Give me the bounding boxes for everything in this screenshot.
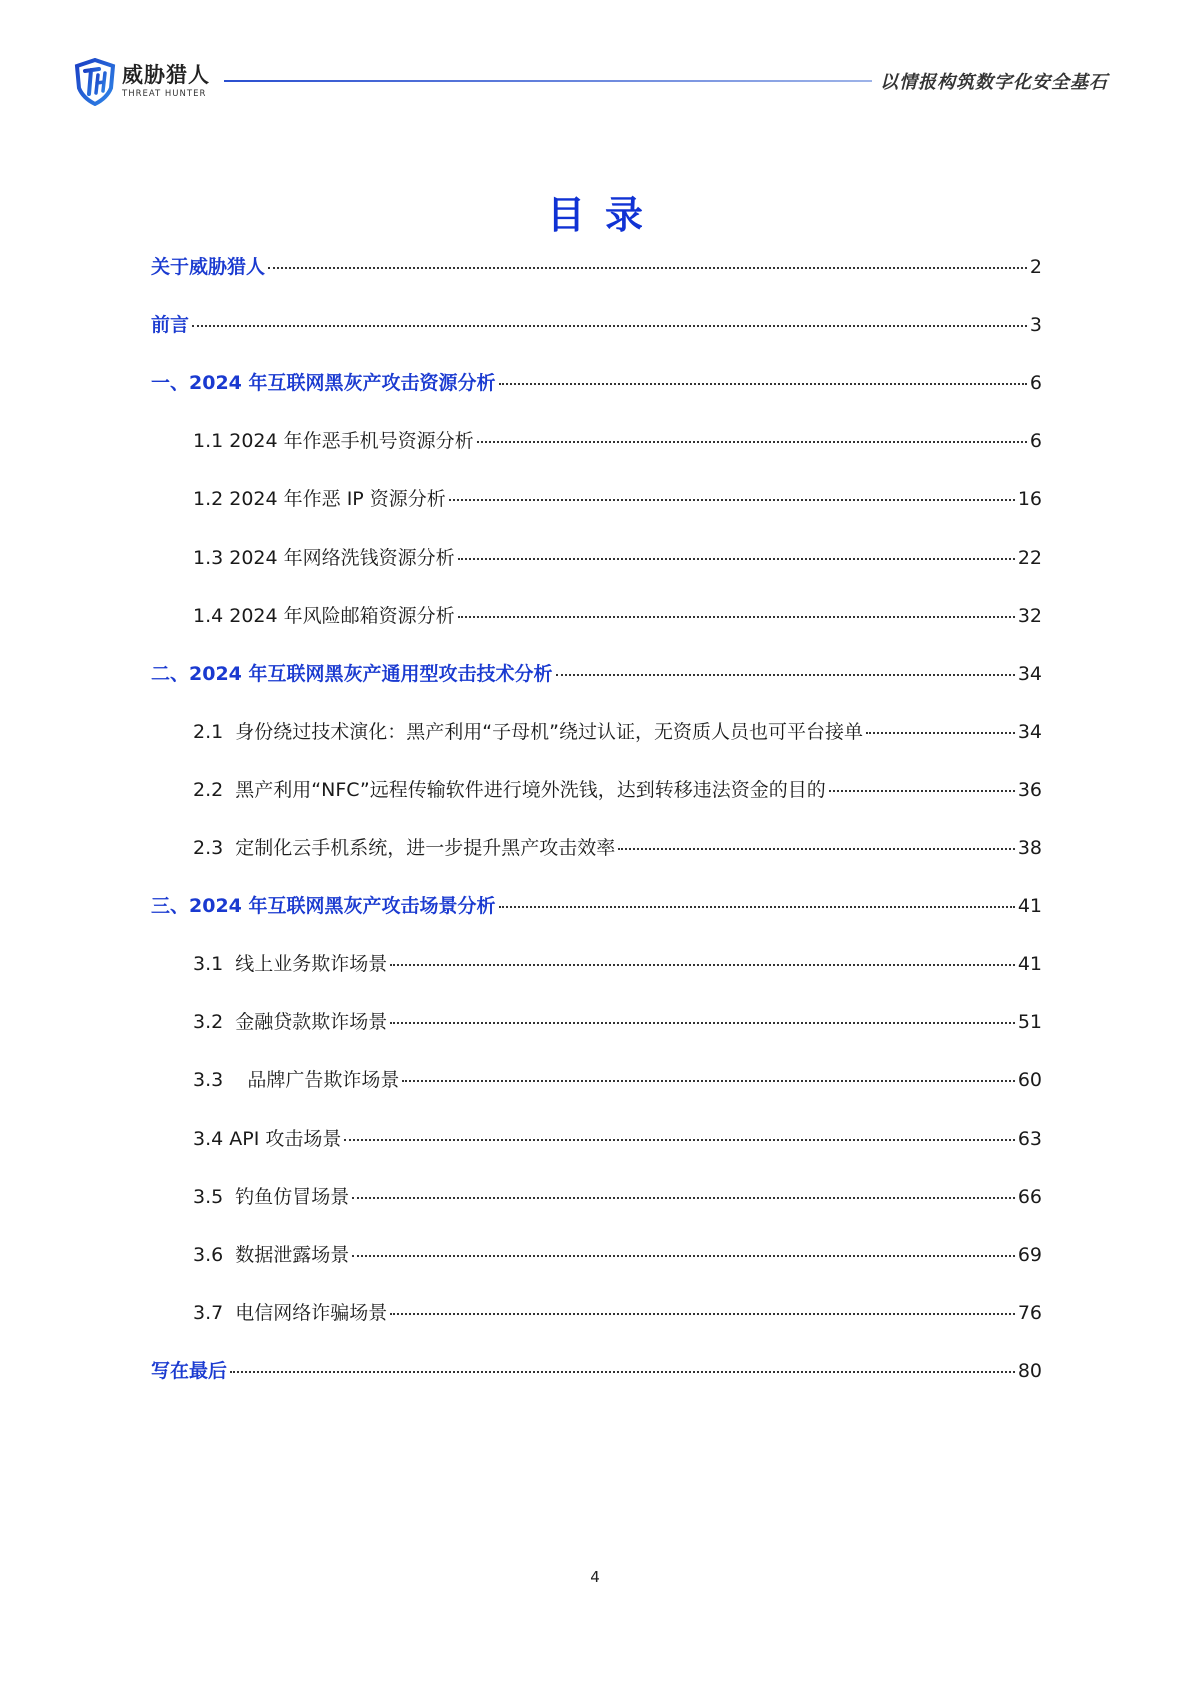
toc-entry[interactable]	[193, 1298, 1042, 1328]
toc-entry-page[interactable]: 22	[1017, 546, 1042, 569]
toc-entry[interactable]	[193, 601, 1042, 631]
toc-entry-page[interactable]: 69	[1017, 1243, 1042, 1266]
toc-entry[interactable]	[151, 368, 1042, 398]
toc-entry-page[interactable]: 41	[1017, 895, 1042, 918]
toc-entry-label[interactable]: 3.3 品牌广告欺诈场景	[193, 1069, 400, 1092]
toc-entry-label[interactable]: 1.4 2024 年风险邮箱资源分析	[193, 604, 455, 627]
toc-entry-page[interactable]: 32	[1017, 604, 1042, 627]
page-header	[0, 0, 1190, 120]
toc-entry-label[interactable]: 一、2024 年互联网黑灰产攻击资源分析	[151, 372, 496, 395]
toc-entry-page[interactable]: 6	[1029, 372, 1042, 395]
header-divider	[224, 80, 872, 82]
toc-entry-page[interactable]: 36	[1017, 778, 1042, 801]
shield-logo-icon	[74, 58, 116, 106]
toc-entry-page[interactable]: 41	[1017, 953, 1042, 976]
toc-entry-page[interactable]: 80	[1017, 1359, 1042, 1382]
toc-dot-leader	[499, 906, 1015, 908]
logo-name-en: THREAT HUNTER	[122, 89, 207, 100]
toc-entry[interactable]	[193, 1182, 1042, 1212]
toc-entry-label[interactable]: 2.2 黑产利用“NFC”远程传输软件进行境外洗钱，达到转移违法资金的目的	[193, 778, 826, 801]
toc-entry-label[interactable]: 三、2024 年互联网黑灰产攻击场景分析	[151, 895, 496, 918]
toc-dot-leader	[458, 616, 1015, 618]
toc-dot-leader	[458, 558, 1015, 560]
toc-dot-leader	[390, 1313, 1015, 1315]
toc-title: 目录	[546, 193, 663, 237]
toc-entry-label[interactable]: 关于威胁猎人	[151, 256, 266, 278]
toc-entry-label[interactable]: 1.2 2024 年作恶 IP 资源分析	[193, 488, 446, 511]
toc-entry-label[interactable]: 1.1 2024 年作恶手机号资源分析	[193, 430, 474, 453]
toc-entry[interactable]	[193, 833, 1042, 863]
toc-entry[interactable]	[151, 310, 1042, 340]
toc-dot-leader	[192, 325, 1027, 327]
toc-dot-leader	[390, 1022, 1015, 1024]
toc-entry-label[interactable]: 写在最后	[151, 1359, 228, 1382]
toc-entry[interactable]	[151, 252, 1042, 282]
page-number: 4	[590, 1568, 600, 1586]
toc-dot-leader	[866, 732, 1015, 734]
toc-entry-page[interactable]: 6	[1029, 430, 1042, 453]
toc-entry-label[interactable]: 二、2024 年互联网黑灰产通用型攻击技术分析	[151, 662, 553, 685]
toc-dot-leader	[268, 267, 1027, 269]
toc-dot-leader	[390, 964, 1015, 966]
toc-entry-label[interactable]: 2.3 定制化云手机系统，进一步提升黑产攻击效率	[193, 837, 616, 859]
toc-entry-page[interactable]: 3	[1029, 314, 1042, 337]
logo-name-cn: 威胁猎人	[122, 63, 210, 88]
toc-entry[interactable]	[193, 426, 1042, 456]
toc-entry[interactable]	[193, 775, 1042, 805]
toc-entry-label[interactable]: 3.5 钓鱼仿冒场景	[193, 1185, 350, 1208]
toc-entry-label[interactable]: 3.2 金融贷款欺诈场景	[193, 1011, 388, 1034]
toc-dot-leader	[352, 1255, 1015, 1257]
toc-entry-page[interactable]: 76	[1017, 1301, 1042, 1324]
toc-entry-page[interactable]: 60	[1017, 1069, 1042, 1092]
toc-entry[interactable]	[151, 1356, 1042, 1386]
toc-entry[interactable]	[193, 1007, 1042, 1037]
toc-entry[interactable]	[151, 891, 1042, 921]
toc-entry-page[interactable]: 16	[1017, 488, 1042, 511]
toc-entry-page[interactable]: 66	[1017, 1185, 1042, 1208]
toc-dot-leader	[829, 790, 1015, 792]
toc-dot-leader	[477, 441, 1027, 443]
toc-entry[interactable]	[193, 484, 1042, 514]
toc-entry[interactable]	[193, 1065, 1042, 1095]
toc-entry-label[interactable]: 前言	[151, 314, 190, 337]
toc-dot-leader	[449, 499, 1015, 501]
toc-entry-label[interactable]: 3.4 API 攻击场景	[193, 1127, 342, 1150]
toc-dot-leader	[499, 383, 1027, 385]
toc-entry-page[interactable]: 63	[1017, 1127, 1042, 1150]
toc-entry-page[interactable]: 51	[1017, 1011, 1042, 1034]
toc-entry[interactable]	[193, 1124, 1042, 1154]
toc-entry-page[interactable]: 34	[1017, 662, 1042, 685]
toc-dot-leader	[352, 1197, 1015, 1199]
header-slogan: 以情报构筑数字化安全基石	[880, 72, 1108, 93]
toc-dot-leader	[402, 1080, 1014, 1082]
toc-entry[interactable]	[193, 717, 1042, 747]
toc-entry[interactable]	[151, 659, 1042, 689]
toc-entry-label[interactable]: 3.1 线上业务欺诈场景	[193, 953, 388, 976]
toc-entry[interactable]	[193, 543, 1042, 573]
toc-dot-leader	[556, 674, 1015, 676]
toc-entry-page[interactable]: 38	[1017, 837, 1042, 859]
toc-dot-leader	[230, 1371, 1015, 1373]
toc-entry-page[interactable]: 34	[1017, 720, 1042, 743]
toc-entry-label[interactable]: 2.1 身份绕过技术演化：黑产利用“子母机”绕过认证，无资质人员也可平台接单	[193, 720, 863, 743]
toc-entry-label[interactable]: 3.7 电信网络诈骗场景	[193, 1301, 388, 1324]
toc-entry[interactable]	[193, 949, 1042, 979]
toc-entry-label[interactable]: 1.3 2024 年网络洗钱资源分析	[193, 546, 455, 569]
toc-dot-leader	[344, 1139, 1014, 1141]
toc-entry-page[interactable]: 2	[1029, 256, 1042, 278]
threat-hunter-logo	[74, 58, 210, 106]
toc-entry[interactable]	[193, 1240, 1042, 1270]
toc-entry-label[interactable]: 3.6 数据泄露场景	[193, 1243, 350, 1266]
toc-dot-leader	[618, 848, 1015, 850]
